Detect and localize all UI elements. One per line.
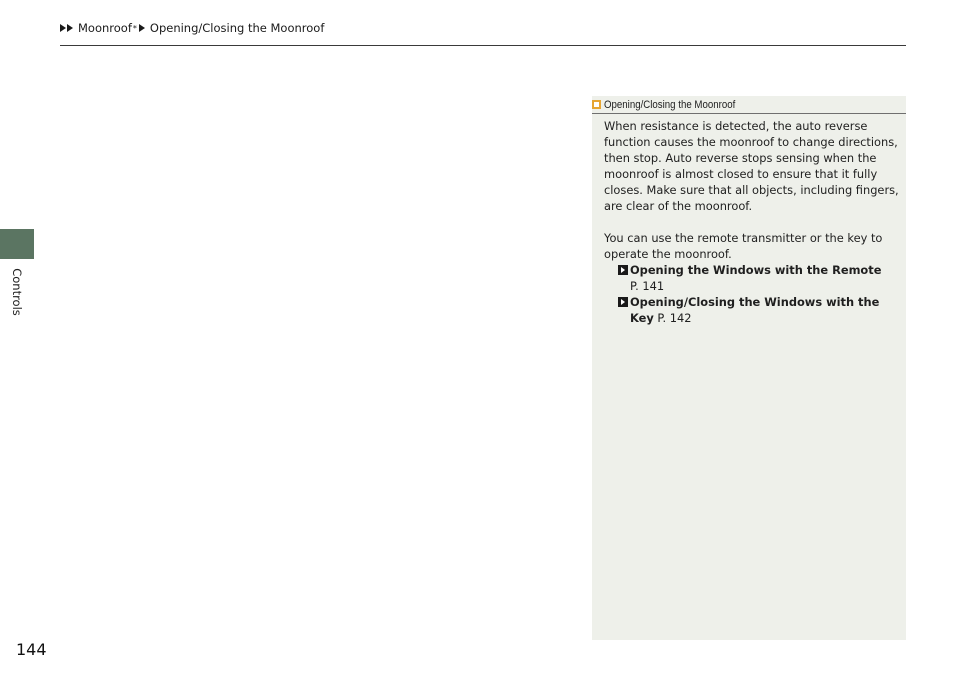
cross-reference-arrow-icon bbox=[618, 294, 630, 313]
chapter-tab-marker bbox=[0, 229, 34, 259]
optional-feature-marker: * bbox=[132, 23, 137, 33]
cross-reference-page: P. 141 bbox=[630, 279, 665, 293]
page-number: 144 bbox=[16, 640, 47, 659]
notes-heading bbox=[592, 96, 906, 114]
note-paragraph: When resistance is detected, the auto reverse function causes the moonroof to change directions, then stop. Auto reverse stops sensing when the moonroof is almost closed to ensure that it fully closes. Make sure that all objects, including fingers, are clear of the moonroof. bbox=[604, 119, 899, 213]
cross-reference-title: Opening the Windows with the Remote bbox=[630, 263, 882, 277]
cross-reference-link[interactable] bbox=[618, 262, 900, 294]
cross-reference-page: P. 142 bbox=[657, 311, 692, 325]
note-paragraph: You can use the remote transmitter or the key to operate the moonroof. bbox=[604, 231, 883, 261]
notes-title: Opening/Closing the Moonroof bbox=[604, 98, 736, 111]
chapter-label bbox=[6, 262, 28, 322]
header-divider bbox=[60, 45, 906, 46]
cross-reference-title: Opening/Closing the Windows with the Key bbox=[630, 295, 880, 325]
breadcrumb-page-title: Opening/Closing the Moonroof bbox=[149, 21, 325, 35]
breadcrumb-section-link[interactable]: Moonroof bbox=[78, 21, 132, 35]
note-marker-icon bbox=[592, 100, 601, 109]
notes-panel bbox=[592, 96, 906, 640]
chapter-label-text: Controls bbox=[10, 268, 24, 316]
cross-reference-arrow-icon bbox=[618, 262, 630, 281]
breadcrumb bbox=[60, 20, 324, 36]
notes-body bbox=[604, 118, 900, 326]
breadcrumb-arrows-icon bbox=[60, 24, 74, 32]
breadcrumb-arrow-icon bbox=[139, 24, 146, 32]
cross-reference-link[interactable] bbox=[618, 294, 900, 326]
